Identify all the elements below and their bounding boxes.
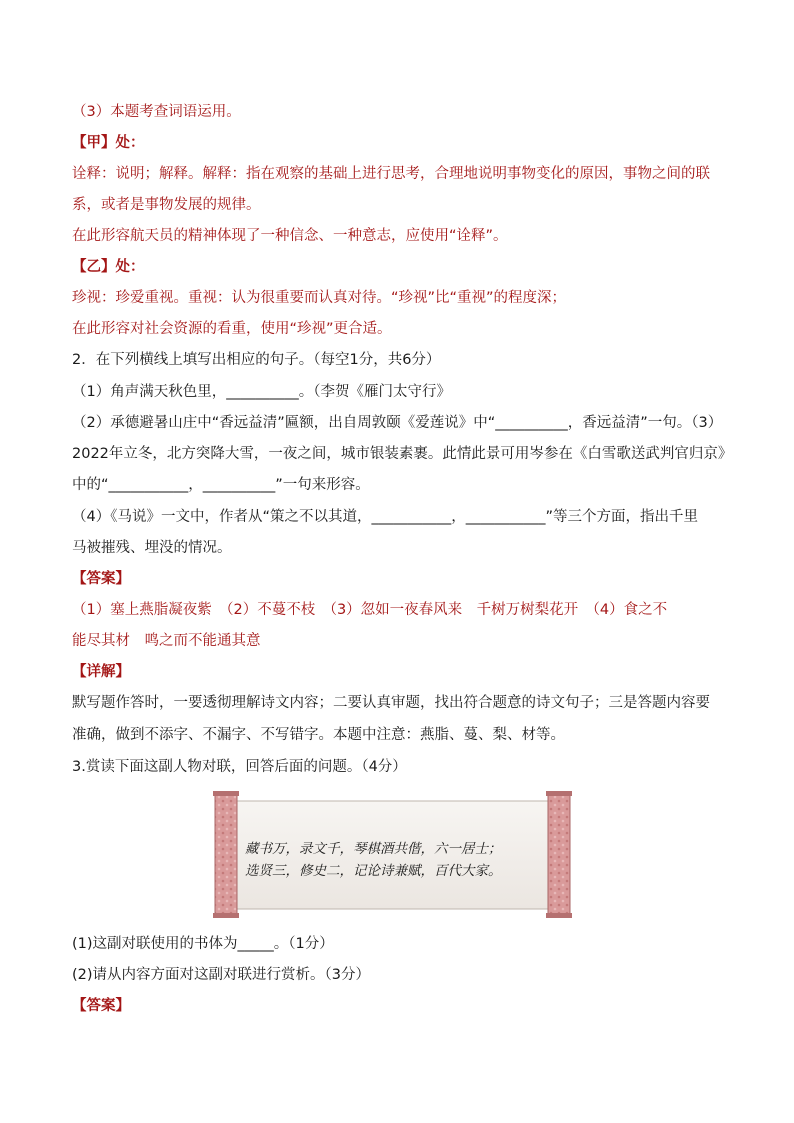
question2-stem: 2．在下列横线上填写出相应的句子。（每空1分，共6分）: [72, 352, 441, 368]
question2-item2-line2: 2022年立冬，北方突降大雪，一夜之间，城市银装素裹。此情此景可用岑参在《白雪歌送武判官归京》: [72, 446, 733, 462]
question2-answer-line2: 能尽其材 鸣之而不能通其意: [72, 633, 261, 649]
question2-detail-line1: 默写题作答时，一要透彻理解诗文内容；二要认真审题，找出符合题意的诗文句子；三是答题内容要: [72, 695, 710, 711]
question2-item4-line2: 马被摧残、埋没的情况。: [72, 540, 232, 556]
question2-item2-line1: （2）承德避暑山庄中“香远益清”匾额，出自周敦颐《爱莲说》中“__________，香远益清”一句。（3）: [72, 415, 723, 431]
question2-answer-tag: 【答案】: [72, 571, 130, 587]
couplet-scroll-image: [213, 791, 572, 918]
question2-detail-line2: 准确，做到不添字、不漏字、不写错字。本题中注意：燕脂、蔓、梨、材等。: [72, 727, 565, 743]
jia-definition-line2: 系，或者是事物发展的规律。: [72, 197, 261, 213]
jia-conclusion: 在此形容航天员的精神体现了一种信念、一种意志，应使用“诠释”。: [72, 228, 508, 244]
question3-sub2: (2)请从内容方面对这副对联进行赏析。（3分）: [72, 967, 371, 983]
question3-stem: 3.赏读下面这副人物对联，回答后面的问题。（4分）: [72, 759, 407, 775]
question2-item4-line1: （4）《马说》一文中，作者从“策之不以其道，___________，___________”等三个方面，指出千里: [72, 509, 698, 525]
yi-tag: 【乙】处：: [72, 259, 145, 275]
couplet-line1: 藏书万，录文千，琴棋酒共偕，六一居士；: [245, 841, 502, 857]
couplet-line2: 选贤三，修史二，记论诗兼赋，百代大家。: [245, 863, 502, 879]
jia-tag: 【甲】处：: [72, 135, 145, 151]
question2-detail-tag: 【详解】: [72, 664, 130, 680]
question3-answer-tag: 【答案】: [72, 998, 130, 1014]
yi-conclusion: 在此形容对社会资源的看重，使用“珍视”更合适。: [72, 321, 392, 337]
question2-answer-line1: （1）塞上燕脂凝夜紫 （2）不蔓不枝 （3）忽如一夜春风来 千树万树梨花开 （4）食之不: [72, 602, 668, 618]
question3-sub1: (1)这副对联使用的书体为_____。（1分）: [72, 936, 334, 952]
question2-item2-line3: 中的“___________，__________”一句来形容。: [72, 477, 370, 493]
question2-item1: （1）角声满天秋色里，__________。（李贺《雁门太守行》: [72, 384, 451, 400]
section3-heading: （3）本题考查词语运用。: [72, 104, 241, 120]
jia-definition-line1: 诠释：说明；解释。解释：指在观察的基础上进行思考，合理地说明事物变化的原因，事物之间的联: [72, 166, 710, 182]
yi-definition: 珍视：珍爱重视。重视：认为很重要而认真对待。“珍视”比“重视”的程度深；: [72, 290, 567, 306]
